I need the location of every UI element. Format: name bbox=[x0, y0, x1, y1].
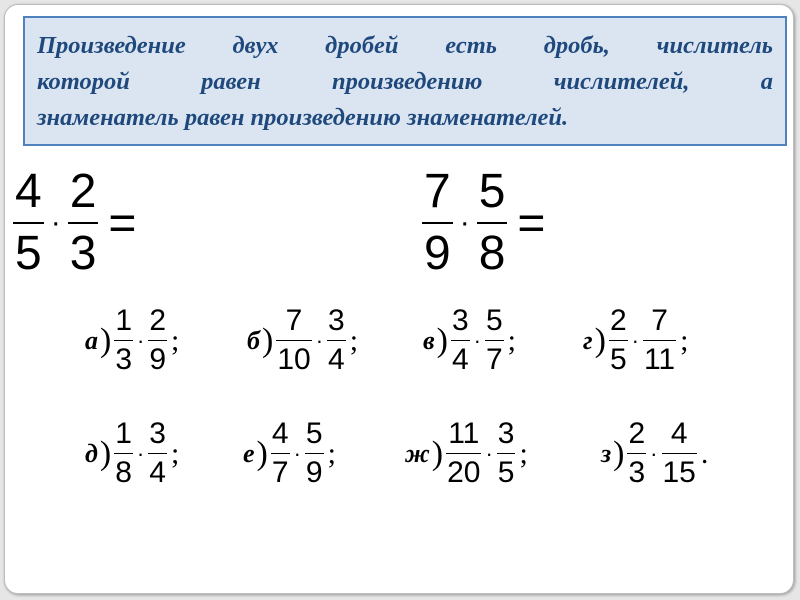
fraction-bar bbox=[485, 340, 504, 341]
multiply-dot: · bbox=[136, 440, 145, 466]
denominator: 5 bbox=[609, 343, 627, 376]
denominator: 9 bbox=[424, 227, 451, 280]
exercise-label: а bbox=[85, 325, 98, 355]
numerator: 2 bbox=[69, 165, 97, 218]
fraction bbox=[661, 419, 698, 488]
numerator: 3 bbox=[149, 417, 166, 450]
fraction-bar bbox=[422, 222, 453, 224]
fraction bbox=[11, 165, 46, 280]
equals-sign: = bbox=[108, 196, 137, 250]
fraction-bar bbox=[446, 453, 481, 454]
paren: ) bbox=[100, 321, 112, 359]
rule-box bbox=[23, 16, 787, 146]
fraction bbox=[475, 165, 510, 280]
numerator: 4 bbox=[670, 417, 688, 450]
fraction bbox=[642, 306, 677, 375]
exercise-label: ж bbox=[405, 438, 430, 468]
fraction-bar bbox=[114, 340, 133, 341]
exercise-z bbox=[601, 419, 708, 488]
multiply-dot: · bbox=[485, 440, 493, 466]
rule-line-2: которой равен произведению числителей, а bbox=[37, 68, 773, 95]
fraction-bar bbox=[114, 453, 133, 454]
denominator: 3 bbox=[115, 343, 133, 376]
fraction bbox=[496, 419, 517, 488]
fraction bbox=[304, 419, 325, 488]
fraction bbox=[147, 306, 168, 375]
numerator: 11 bbox=[448, 417, 480, 450]
numerator: 5 bbox=[478, 165, 506, 218]
fraction bbox=[113, 419, 134, 488]
numerator: 3 bbox=[328, 304, 345, 337]
exercise-label: г bbox=[583, 325, 593, 355]
end-mark: ; bbox=[327, 436, 336, 470]
multiply-dot: · bbox=[473, 327, 481, 353]
fraction-bar bbox=[148, 453, 167, 454]
denominator: 4 bbox=[149, 456, 166, 489]
fraction bbox=[270, 419, 291, 488]
fraction bbox=[326, 306, 347, 375]
numerator: 7 bbox=[651, 304, 668, 337]
fraction-bar bbox=[68, 222, 99, 224]
numerator: 7 bbox=[424, 165, 451, 218]
denominator: 15 bbox=[662, 456, 696, 489]
fraction bbox=[420, 165, 455, 280]
numerator: 5 bbox=[305, 417, 323, 450]
denominator: 8 bbox=[478, 227, 506, 280]
fraction bbox=[113, 306, 134, 375]
exercise-d bbox=[85, 419, 179, 488]
exercise-label: б bbox=[247, 325, 260, 355]
fraction bbox=[445, 419, 482, 488]
exercise-zh bbox=[405, 419, 528, 488]
fraction-bar bbox=[13, 222, 44, 224]
denominator: 4 bbox=[328, 343, 345, 376]
rule-line-3: знаменатель равен произведению знаменателей. bbox=[37, 104, 569, 131]
multiply-dot: · bbox=[631, 327, 639, 353]
end-mark: ; bbox=[519, 436, 528, 470]
example-2 bbox=[420, 165, 546, 280]
fraction-bar bbox=[305, 453, 324, 454]
multiply-dot: · bbox=[459, 206, 470, 239]
end-mark: . bbox=[700, 436, 709, 470]
denominator: 3 bbox=[69, 227, 97, 280]
exercise-g bbox=[583, 306, 688, 375]
example-1 bbox=[11, 165, 137, 280]
fraction-bar bbox=[271, 453, 290, 454]
multiply-dot: · bbox=[137, 327, 145, 353]
fraction-bar bbox=[276, 340, 311, 341]
fraction bbox=[626, 419, 647, 488]
numerator: 2 bbox=[609, 304, 627, 337]
denominator: 9 bbox=[149, 343, 167, 376]
fraction-bar bbox=[609, 340, 628, 341]
paren: ) bbox=[436, 321, 448, 359]
multiply-dot: · bbox=[315, 327, 324, 353]
numerator: 3 bbox=[451, 304, 469, 337]
numerator: 7 bbox=[285, 304, 303, 337]
fraction bbox=[608, 306, 629, 375]
fraction-bar bbox=[662, 453, 697, 454]
numerator: 5 bbox=[485, 304, 503, 337]
fraction-bar bbox=[477, 222, 508, 224]
exercise-label: д bbox=[85, 438, 98, 468]
numerator: 2 bbox=[149, 304, 167, 337]
exercise-v bbox=[423, 306, 516, 375]
paren: ) bbox=[261, 321, 274, 359]
exercise-label: з bbox=[601, 438, 612, 468]
denominator: 11 bbox=[643, 343, 676, 376]
multiply-dot: · bbox=[293, 440, 301, 466]
exercise-label: е bbox=[243, 438, 255, 468]
exercise-label: в bbox=[423, 325, 435, 355]
denominator: 10 bbox=[277, 343, 311, 376]
denominator: 8 bbox=[115, 456, 132, 489]
numerator: 4 bbox=[271, 417, 289, 450]
fraction-bar bbox=[643, 340, 676, 341]
fraction bbox=[450, 306, 471, 375]
fraction bbox=[66, 165, 101, 280]
end-mark: ; bbox=[507, 323, 516, 357]
end-mark: ; bbox=[680, 323, 689, 357]
fraction-bar bbox=[497, 453, 516, 454]
denominator: 7 bbox=[271, 456, 289, 489]
denominator: 9 bbox=[305, 456, 323, 489]
end-mark: ; bbox=[171, 323, 180, 357]
equals-sign: = bbox=[517, 196, 546, 250]
paren: ) bbox=[594, 321, 606, 359]
numerator: 2 bbox=[628, 417, 646, 450]
paren: ) bbox=[256, 434, 268, 472]
slide bbox=[4, 4, 794, 594]
denominator: 20 bbox=[447, 456, 481, 489]
paren: ) bbox=[99, 434, 112, 472]
exercise-e bbox=[243, 419, 336, 488]
multiply-dot: · bbox=[650, 440, 658, 466]
end-mark: ; bbox=[170, 436, 180, 470]
fraction-bar bbox=[627, 453, 646, 454]
rule-line-1: Произведение двух дробей есть дробь, числитель bbox=[37, 32, 773, 59]
numerator: 1 bbox=[115, 417, 132, 450]
denominator: 7 bbox=[485, 343, 503, 376]
denominator: 3 bbox=[628, 456, 646, 489]
multiply-dot: · bbox=[50, 206, 61, 239]
numerator: 4 bbox=[15, 165, 42, 218]
end-mark: ; bbox=[349, 323, 359, 357]
exercise-b bbox=[247, 306, 358, 375]
numerator: 1 bbox=[115, 304, 133, 337]
fraction-bar bbox=[148, 340, 167, 341]
fraction bbox=[147, 419, 168, 488]
paren: ) bbox=[613, 434, 625, 472]
fraction-bar bbox=[451, 340, 470, 341]
exercise-a bbox=[85, 306, 179, 375]
fraction-bar bbox=[327, 340, 346, 341]
numerator: 3 bbox=[497, 417, 515, 450]
denominator: 5 bbox=[15, 227, 42, 280]
fraction bbox=[275, 306, 312, 375]
denominator: 4 bbox=[451, 343, 469, 376]
denominator: 5 bbox=[497, 456, 515, 489]
fraction bbox=[484, 306, 505, 375]
paren: ) bbox=[431, 434, 444, 472]
